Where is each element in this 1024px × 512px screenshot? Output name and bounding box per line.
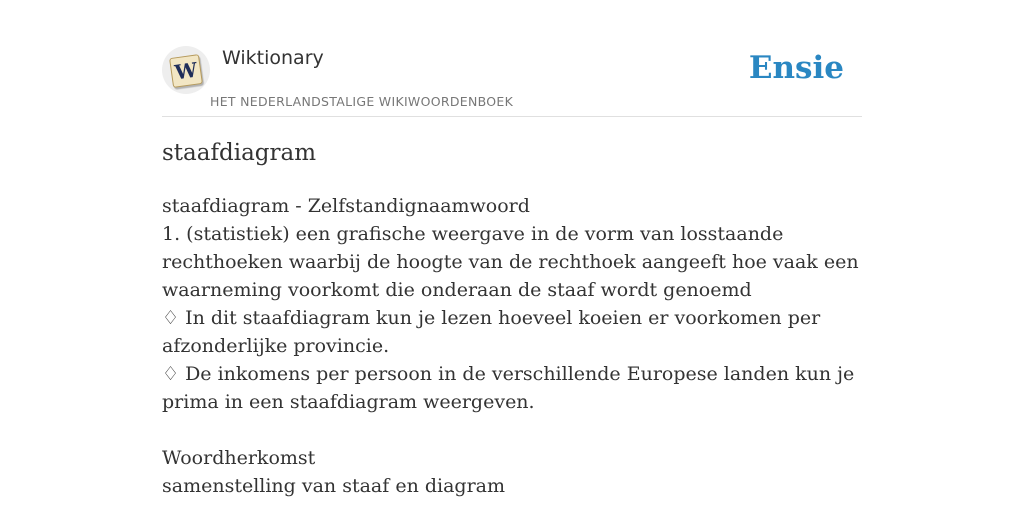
- wiktionary-logo-icon[interactable]: [162, 46, 210, 94]
- ensie-brand-link[interactable]: Ensie: [748, 50, 844, 86]
- word-type-line: staafdiagram - Zelfstandignaamwoord: [162, 195, 530, 217]
- etymology-text: samenstelling van staaf en diagram: [162, 475, 506, 497]
- example-sentence: ♢ De inkomens per persoon in de verschillende Europese landen kun je prima in een staafdiagram weergeven.: [162, 363, 855, 413]
- logo-tile: [169, 54, 203, 88]
- example-sentence: ♢ In dit staafdiagram kun je lezen hoeveel koeien er voorkomen per afzonderlijke provincie.: [162, 307, 821, 357]
- site-header: [162, 38, 862, 117]
- site-tagline: HET NEDERLANDSTALIGE WIKIWOORDENBOEK: [210, 94, 514, 109]
- etymology-heading: Woordherkomst: [162, 447, 316, 469]
- site-name-link[interactable]: Wiktionary: [222, 47, 324, 69]
- definition: 1. (statistiek) een grafische weergave in de vorm van losstaande rechthoeken waarbij de hoogte van de rechthoek aangeeft hoe vaak een waarneming voorkomt die onderaan de staaf wordt genoemd: [162, 223, 859, 301]
- logo-letter: W: [173, 57, 199, 85]
- entry-content: [162, 192, 862, 500]
- page-title: staafdiagram: [162, 140, 317, 166]
- spacer: [162, 416, 862, 444]
